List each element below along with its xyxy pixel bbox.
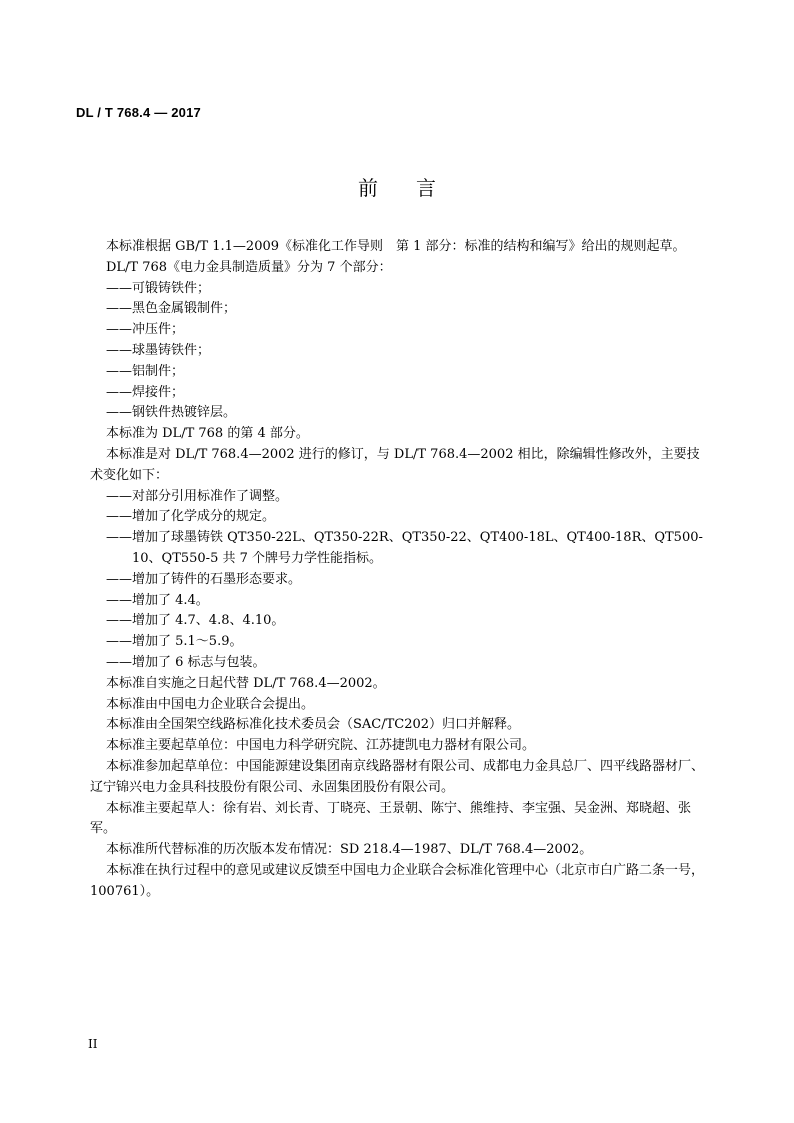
list-item-part: ——可锻铸铁件； [106, 280, 211, 296]
list-item-part: ——钢铁件热镀锌层。 [106, 405, 237, 421]
paragraph-participating-orgs: 本标准参加起草单位：中国能源建设集团南京线路器材有限公司、成都电力金具总厂、四平线路器材厂、辽宁锦兴电力金具科技股份有限公司、永固集团股份有限公司。 [90, 758, 705, 795]
list-item-part: ——铝制件； [106, 363, 185, 379]
list-item-part: ——球墨铸铁件； [106, 342, 211, 358]
paragraph-main-drafters-org: 本标准主要起草单位：中国电力科学研究院、江苏捷凯电力器材有限公司。 [106, 738, 536, 754]
list-item-change: ——对部分引用标准作了调整。 [106, 488, 289, 504]
paragraph-history: 本标准所代替标准的历次版本发布情况：SD 218.4—1987、DL/T 768.4—2002。 [106, 842, 593, 858]
foreword-body [90, 237, 712, 903]
paragraph-parts-intro: DL/T 768《电力金具制造质量》分为 7 个部分： [106, 259, 392, 275]
paragraph-drafting-rules: 本标准根据 GB/T 1.1—2009《标准化工作导则 第 1 部分：标准的结构和编写》给出的规则起草。 [106, 239, 686, 254]
paragraph-part-number: 本标准为 DL/T 768 的第 4 部分。 [106, 426, 309, 442]
paragraph-replaces: 本标准自实施之日起代替 DL/T 768.4—2002。 [106, 675, 386, 691]
list-item-change: ——增加了 5.1～5.9。 [106, 634, 243, 650]
list-item-part: ——黑色金属锻制件； [106, 301, 237, 317]
paragraph-proposer: 本标准由中国电力企业联合会提出。 [106, 696, 315, 712]
list-item-change: ——增加了化学成分的规定。 [106, 509, 276, 525]
list-item-change: ——增加了球墨铸铁 QT350-22L、QT350-22R、QT350-22、QT400-18L、QT400-18R、QT500-10、QT550-5 共 7 个牌号力学性能指标。 [106, 530, 703, 566]
paragraph-committee: 本标准由全国架空线路标准化技术委员会（SAC/TC202）归口并解释。 [106, 717, 521, 733]
list-item-change: ——增加了铸件的石墨形态要求。 [106, 571, 302, 587]
paragraph-feedback: 本标准在执行过程中的意见或建议反馈至中国电力企业联合会标准化管理中心（北京市白广路二条一号，100761）。 [90, 862, 705, 899]
list-item-part: ——冲压件； [106, 322, 185, 338]
page-number: II [88, 1037, 98, 1051]
list-item-change: ——增加了 6 标志与包装。 [106, 654, 266, 670]
paragraph-main-drafters: 本标准主要起草人：徐有岩、刘长青、丁晓亮、王景朝、陈宁、熊维持、李宝强、吴金洲、郑晓超、张军。 [90, 800, 692, 837]
paragraph-revision: 本标准是对 DL/T 768.4—2002 进行的修订，与 DL/T 768.4—2002 相比，除编辑性修改外，主要技术变化如下： [90, 446, 700, 483]
list-item-change: ——增加了 4.7、4.8、4.10。 [106, 613, 285, 629]
page-title: 前言 [358, 176, 474, 200]
list-item-part: ——焊接件； [106, 384, 185, 400]
list-item-change: ——增加了 4.4。 [106, 592, 209, 608]
document-code: DL / T 768.4 — 2017 [76, 105, 201, 120]
